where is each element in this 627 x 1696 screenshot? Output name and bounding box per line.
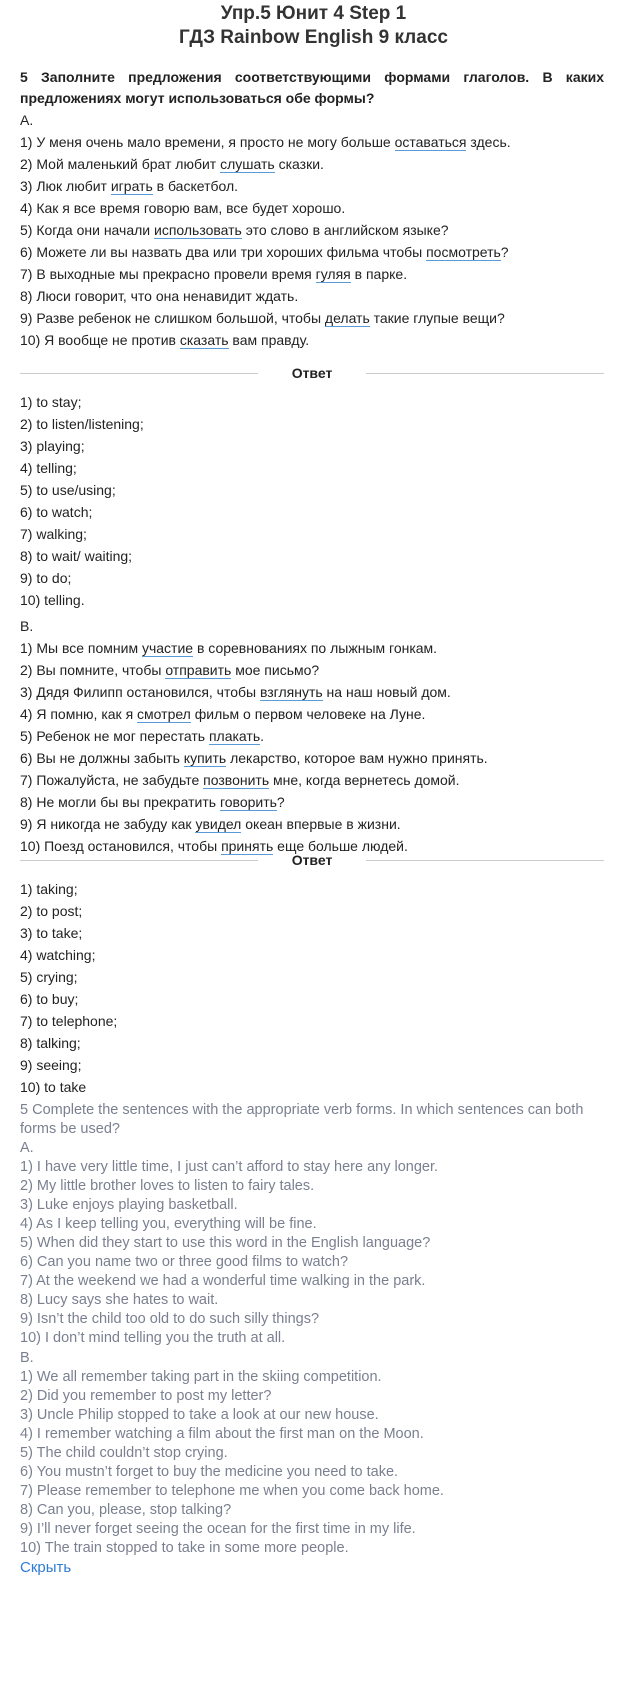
sentence-line: [20, 329, 604, 351]
sentence-text: в парке.: [350, 266, 408, 282]
answer-item: 2) to listen/listening;: [20, 416, 144, 432]
answer-item: 2) to post;: [20, 903, 83, 919]
sentence-text: мне, когда вернетесь домой.: [269, 772, 460, 788]
english-sentence: 8) Can you, please, stop talking?: [20, 1502, 232, 1518]
sentence-text: вам правду.: [228, 332, 310, 348]
sentence-text: 2) Вы помните, чтобы: [20, 662, 166, 678]
sentence-text: .: [260, 728, 264, 744]
english-sentence: 6) You mustn’t forget to buy the medicine you need to take.: [20, 1464, 399, 1480]
english-sentence: 10) I don’t mind telling you the truth at all.: [20, 1330, 286, 1346]
english-sentence: 1) We all remember taking part in the skiing competition.: [20, 1369, 382, 1385]
english-sentence: 10) The train stopped to take in some more people.: [20, 1540, 349, 1556]
underlined-verb: принять: [221, 838, 274, 854]
sentence-text: 7) Пожалуйста, не забудьте: [20, 772, 204, 788]
sentence-line: [20, 285, 604, 307]
sentence-text: 9) Я никогда не забуду как: [20, 816, 196, 832]
english-sentence: 1) I have very little time, I just can’t afford to stay here any longer.: [20, 1159, 439, 1175]
english-sentence: 5) The child couldn’t stop crying.: [20, 1445, 228, 1461]
sentence-text: 3) Дядя Филипп остановился, чтобы: [20, 684, 260, 700]
answer-item: 4) telling;: [20, 460, 77, 476]
answer-label: Ответ: [291, 852, 333, 868]
answer-item: 1) taking;: [20, 881, 78, 897]
sentence-text: в баскетбол.: [152, 178, 239, 194]
page-title: [0, 0, 627, 50]
underlined-verb: играть: [110, 178, 153, 194]
sentence-line: [20, 637, 604, 659]
answer-item: 10) to take: [20, 1079, 87, 1095]
sentence-line: [20, 659, 604, 681]
sentence-line: [20, 725, 604, 747]
sentence-line: [20, 153, 604, 175]
english-part-b-block: [20, 1349, 604, 1577]
english-heading: 5 Complete the sentences with the appropriate verb forms. In which sentences can both forms be used?: [20, 1102, 584, 1137]
task-english: [20, 1101, 604, 1348]
sentence-text: 2) Мой маленький брат любит: [20, 156, 221, 172]
sentence-text: 8) Люси говорит, что она ненавидит ждать.: [20, 288, 299, 304]
sentence-text: 3) Люк любит: [20, 178, 111, 194]
answer-item: 6) to buy;: [20, 991, 79, 1007]
sentence-text: такие глупые вещи?: [369, 310, 505, 326]
underlined-verb: плакать: [208, 728, 261, 744]
sentence-text: ?: [276, 794, 285, 810]
divider-rule-right: [366, 860, 604, 861]
underlined-verb: говорить: [219, 794, 277, 810]
answer-item: 6) to watch;: [20, 504, 93, 520]
underlined-verb: сказать: [179, 332, 229, 348]
sentence-line: [20, 813, 604, 835]
sentence-line: [20, 747, 604, 769]
answer-divider-b: [20, 849, 604, 871]
underlined-verb: отправить: [165, 662, 232, 678]
answer-item: 7) to telephone;: [20, 1013, 118, 1029]
underlined-verb: делать: [324, 310, 370, 326]
part-a-label: A.: [20, 112, 34, 128]
english-sentence: 5) When did they start to use this word in the English language?: [20, 1235, 431, 1251]
sentence-text: ?: [500, 244, 509, 260]
answer-item: 3) to take;: [20, 925, 83, 941]
sentence-text: 7) В выходные мы прекрасно провели время: [20, 266, 316, 282]
answer-item: 5) crying;: [20, 969, 78, 985]
sentence-text: 1) У меня очень мало времени, я просто не могу больше: [20, 134, 395, 150]
answer-item: 10) telling.: [20, 592, 85, 608]
underlined-verb: гуляя: [315, 266, 351, 282]
task-heading: 5 Заполните предложения соответствующими формами глаголов. В каких предложениях могут использоваться обе формы?: [20, 69, 604, 106]
underlined-verb: участие: [141, 640, 194, 656]
sentence-line: [20, 307, 604, 329]
sentence-line: [20, 703, 604, 725]
sentence-text: 4) Как я все время говорю вам, все будет хорошо.: [20, 200, 346, 216]
answer-item: 1) to stay;: [20, 394, 82, 410]
answer-item: 9) to do;: [20, 570, 72, 586]
underlined-verb: оставаться: [394, 134, 467, 150]
underlined-verb: посмотреть: [426, 244, 501, 260]
english-label-a: A.: [20, 1140, 34, 1156]
english-part-a: [20, 1158, 604, 1348]
english-sentence: 9) I’ll never forget seeing the ocean for the first time in my life.: [20, 1521, 416, 1537]
english-sentence: 4) I remember watching a film about the first man on the Moon.: [20, 1426, 424, 1442]
part-b-sentences: [20, 637, 604, 857]
underlined-verb: взглянуть: [259, 684, 323, 700]
sentence-line: [20, 241, 604, 263]
underlined-verb: позвонить: [203, 772, 270, 788]
sentence-text: океан впервые в жизни.: [241, 816, 401, 832]
answers-part-a: [20, 391, 604, 611]
english-sentence: 6) Can you name two or three good films to watch?: [20, 1254, 349, 1270]
sentence-text: 6) Можете ли вы назвать два или три хороших фильма чтобы: [20, 244, 427, 260]
underlined-verb: купить: [183, 750, 227, 766]
sentence-text: это слово в английском языке?: [241, 222, 449, 238]
sentence-text: 1) Мы все помним: [20, 640, 142, 656]
sentence-text: 10) Поезд остановился, чтобы: [20, 838, 222, 854]
english-sentence: 8) Lucy says she hates to wait.: [20, 1292, 219, 1308]
sentence-text: в соревнованиях по лыжным гонкам.: [193, 640, 438, 656]
sentence-text: 5) Когда они начали: [20, 222, 154, 238]
answers-part-b: [20, 878, 604, 1098]
underlined-verb: увидел: [195, 816, 242, 832]
sentence-line: [20, 263, 604, 285]
sentence-text: 6) Вы не должны забыть: [20, 750, 184, 766]
english-sentence: 4) As I keep telling you, everything will be fine.: [20, 1216, 317, 1232]
sentence-line: [20, 175, 604, 197]
english-sentence: 3) Uncle Philip stopped to take a look at our new house.: [20, 1407, 379, 1423]
divider-rule-right: [366, 373, 604, 374]
sentence-text: лекарство, которое вам нужно принять.: [226, 750, 488, 766]
answer-label: Ответ: [291, 365, 333, 381]
english-sentence: 2) My little brother loves to listen to fairy tales.: [20, 1178, 315, 1194]
task-russian: [20, 67, 604, 351]
underlined-verb: использовать: [154, 222, 242, 238]
answer-item: 9) seeing;: [20, 1057, 82, 1073]
answer-item: 8) to wait/ waiting;: [20, 548, 133, 564]
answer-divider-a: [20, 362, 604, 384]
underlined-verb: слушать: [220, 156, 275, 172]
underlined-verb: смотрел: [137, 706, 191, 722]
sentence-line: [20, 219, 604, 241]
divider-rule-left: [20, 860, 258, 861]
sentence-text: на наш новый дом.: [322, 684, 451, 700]
english-sentence: 2) Did you remember to post my letter?: [20, 1388, 272, 1404]
sentence-text: мое письмо?: [231, 662, 320, 678]
english-part-b: [20, 1368, 604, 1558]
english-sentence: 7) At the weekend we had a wonderful time walking in the park.: [20, 1273, 426, 1289]
sentence-text: 9) Разве ребенок не слишком большой, чтобы: [20, 310, 325, 326]
answer-item: 3) playing;: [20, 438, 85, 454]
english-sentence: 9) Isn’t the child too old to do such silly things?: [20, 1311, 320, 1327]
divider-rule-left: [20, 373, 258, 374]
sentence-text: 4) Я помню, как я: [20, 706, 138, 722]
sentence-line: [20, 791, 604, 813]
sentence-text: 10) Я вообще не против: [20, 332, 180, 348]
sentence-text: здесь.: [466, 134, 511, 150]
sentence-line: [20, 681, 604, 703]
sentence-line: [20, 131, 604, 153]
english-sentence: 3) Luke enjoys playing basketball.: [20, 1197, 238, 1213]
part-b: [20, 615, 604, 857]
part-a-sentences: [20, 131, 604, 351]
english-sentence: 7) Please remember to telephone me when you come back home.: [20, 1483, 444, 1499]
sentence-text: 5) Ребенок не мог перестать: [20, 728, 209, 744]
part-b-label: B.: [20, 618, 34, 634]
title-line-1: Упр.5 Юнит 4 Step 1: [220, 3, 407, 24]
sentence-line: [20, 197, 604, 219]
hide-link[interactable]: Скрыть: [20, 1559, 72, 1576]
sentence-text: фильм о первом человеке на Луне.: [190, 706, 426, 722]
sentence-line: [20, 769, 604, 791]
english-label-b: B.: [20, 1350, 34, 1366]
answer-item: 8) talking;: [20, 1035, 81, 1051]
title-line-2: ГДЗ Rainbow English 9 класс: [179, 27, 448, 48]
sentence-text: 8) Не могли бы вы прекратить: [20, 794, 220, 810]
sentence-text: сказки.: [274, 156, 324, 172]
sentence-text: еще больше людей.: [273, 838, 408, 854]
answer-item: 4) watching;: [20, 947, 96, 963]
answer-item: 5) to use/using;: [20, 482, 116, 498]
answer-item: 7) walking;: [20, 526, 87, 542]
